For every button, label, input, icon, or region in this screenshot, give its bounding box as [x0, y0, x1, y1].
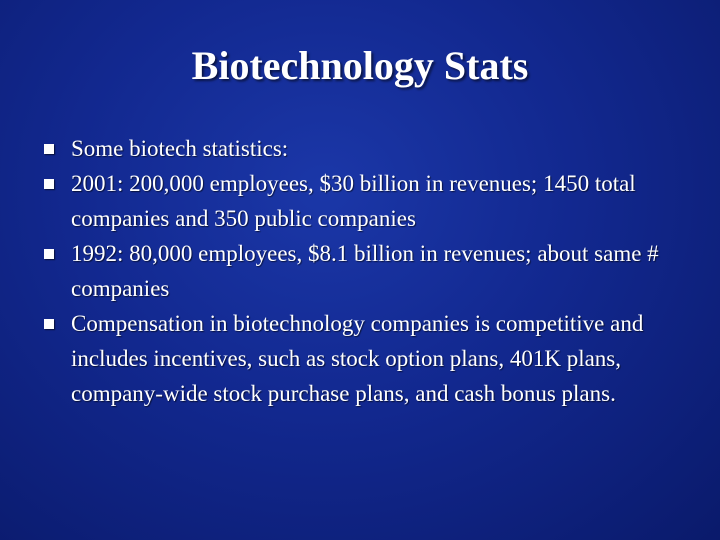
square-bullet-icon: [44, 144, 54, 154]
bullet-item: [44, 166, 664, 236]
square-bullet-icon: [44, 179, 54, 189]
slide-title: Biotechnology Stats: [191, 43, 529, 88]
bullet-item: [44, 131, 664, 166]
bullet-item: [44, 306, 664, 411]
bullet-text: Some biotech statistics:: [71, 136, 289, 161]
square-bullet-icon: [44, 319, 54, 329]
square-bullet-icon: [44, 249, 54, 259]
bullet-list: [44, 131, 664, 411]
bullet-item: [44, 236, 664, 306]
bullet-text: 2001: 200,000 employees, $30 billion in revenues; 1450 total companies and 350 public companies: [71, 171, 636, 231]
bullet-text: 1992: 80,000 employees, $8.1 billion in revenues; about same # companies: [71, 241, 659, 301]
bullet-text: Compensation in biotechnology companies is competitive and includes incentives, such as stock option plans, 401K plans, company-wide stock purchase plans, and cash bonus plans.: [71, 311, 644, 406]
